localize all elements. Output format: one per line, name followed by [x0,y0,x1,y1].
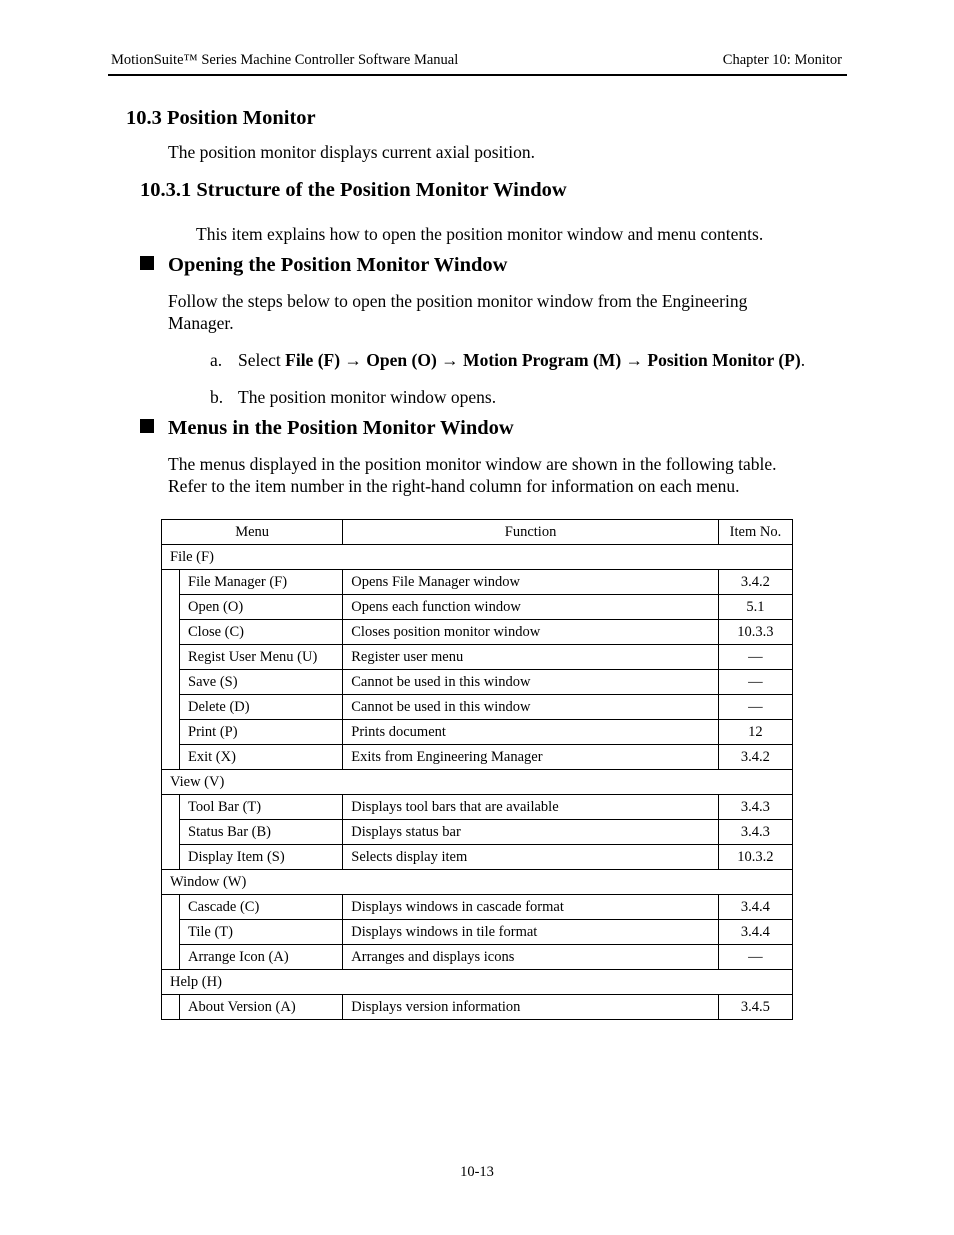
table-row [162,945,793,970]
opening-heading [140,254,507,277]
menu-path-open: Open (O) [366,350,437,370]
menu-path-motion-program: Motion Program (M) [463,350,622,370]
table-row [162,920,793,945]
item-no-cell: 3.4.4 [718,920,792,945]
arrow-2: → [436,350,464,370]
group-label: Window (W) [162,870,793,895]
section-heading: 10.3 Position Monitor [126,107,316,129]
group-row-help [162,970,793,995]
running-header-chapter: Chapter 10: Monitor [722,52,842,68]
function-cell: Opens File Manager window [343,570,719,595]
header-rule [108,74,847,76]
menu-cell: Tile (T) [180,920,343,945]
menu-cell: File Manager (F) [180,570,343,595]
group-row-view [162,770,793,795]
item-no-cell: 3.4.4 [718,895,792,920]
menu-cell: Delete (D) [180,695,343,720]
group-row-window [162,870,793,895]
menu-cell: Save (S) [180,670,343,695]
function-cell: Cannot be used in this window [343,695,719,720]
page-number: 10-13 [460,1164,494,1180]
item-no-cell: 5.1 [718,595,792,620]
table-row [162,745,793,770]
table-row [162,720,793,745]
menus-para-line1: The menus displayed in the position monitor window are shown in the following table. [168,454,777,474]
item-no-cell: 12 [718,720,792,745]
item-no-cell: 10.3.2 [718,845,792,870]
menu-cell: About Version (A) [180,995,343,1020]
menu-cell: Close (C) [180,620,343,645]
running-header-title: MotionSuite™ Series Machine Controller Software Manual [111,52,459,68]
menu-cell: Exit (X) [180,745,343,770]
item-no-cell: 3.4.2 [718,570,792,595]
column-header-item-no: Item No. [718,520,792,545]
item-no-cell: 3.4.3 [718,820,792,845]
menus-para-line2: Refer to the item number in the right-hand column for information on each menu. [168,476,740,496]
table-row [162,670,793,695]
function-cell: Displays windows in cascade format [343,895,719,920]
function-cell: Displays tool bars that are available [343,795,719,820]
step-b-label: b. [210,387,224,407]
table-row [162,820,793,845]
step-a-prefix: Select [238,350,286,370]
section-intro: The position monitor displays current axial position. [168,142,535,162]
table-row [162,995,793,1020]
table-row [162,845,793,870]
function-cell: Cannot be used in this window [343,670,719,695]
table-row [162,570,793,595]
table-row [162,645,793,670]
menu-cell: Arrange Icon (A) [180,945,343,970]
table-row [162,595,793,620]
function-cell: Displays version information [343,995,719,1020]
group-label: File (F) [162,545,793,570]
menu-path-position-monitor: Position Monitor (P) [647,350,801,370]
function-cell: Displays windows in tile format [343,920,719,945]
function-cell: Arranges and displays icons [343,945,719,970]
square-bullet-icon [140,256,154,270]
function-cell: Displays status bar [343,820,719,845]
item-no-cell: — [718,945,792,970]
function-cell: Register user menu [343,645,719,670]
item-no-cell: 3.4.5 [718,995,792,1020]
table-row [162,895,793,920]
item-no-cell: 3.4.2 [718,745,792,770]
function-cell: Exits from Engineering Manager [343,745,719,770]
item-no-cell: — [718,645,792,670]
step-a-label: a. [210,350,223,370]
function-cell: Prints document [343,720,719,745]
menu-cell: Print (P) [180,720,343,745]
step-a-end: . [800,350,806,370]
menu-cell: Tool Bar (T) [180,795,343,820]
item-no-cell: 10.3.3 [718,620,792,645]
menu-table [161,519,793,1020]
menu-path-file: File (F) [285,350,341,370]
opening-para-line1: Follow the steps below to open the position monitor window from the Engineering [168,291,748,311]
step-b-text: The position monitor window opens. [238,387,497,407]
menu-cell: Display Item (S) [180,845,343,870]
square-bullet-icon [140,419,154,433]
group-label: Help (H) [162,970,793,995]
table-header-row [162,520,793,545]
function-cell: Opens each function window [343,595,719,620]
group-row-file [162,545,793,570]
table-row [162,695,793,720]
menus-heading-text: Menus in the Position Monitor Window [168,417,514,439]
menus-heading [140,417,514,440]
menu-cell: Cascade (C) [180,895,343,920]
column-header-menu: Menu [162,520,343,545]
function-cell: Selects display item [343,845,719,870]
subsection-intro: This item explains how to open the position monitor window and menu contents. [196,224,764,244]
menu-cell: Regist User Menu (U) [180,645,343,670]
function-cell: Closes position monitor window [343,620,719,645]
group-label: View (V) [162,770,793,795]
menu-cell: Open (O) [180,595,343,620]
arrow-3: → [621,350,648,370]
opening-para-line2: Manager. [168,313,234,333]
opening-heading-text: Opening the Position Monitor Window [168,254,508,276]
item-no-cell: 3.4.3 [718,795,792,820]
subsection-heading: 10.3.1 Structure of the Position Monitor Window [140,179,567,201]
arrow-1: → [340,350,367,370]
column-header-function: Function [343,520,719,545]
item-no-cell: — [718,670,792,695]
table-row [162,795,793,820]
item-no-cell: — [718,695,792,720]
step-a-text [238,349,805,371]
table-row [162,620,793,645]
menu-cell: Status Bar (B) [180,820,343,845]
